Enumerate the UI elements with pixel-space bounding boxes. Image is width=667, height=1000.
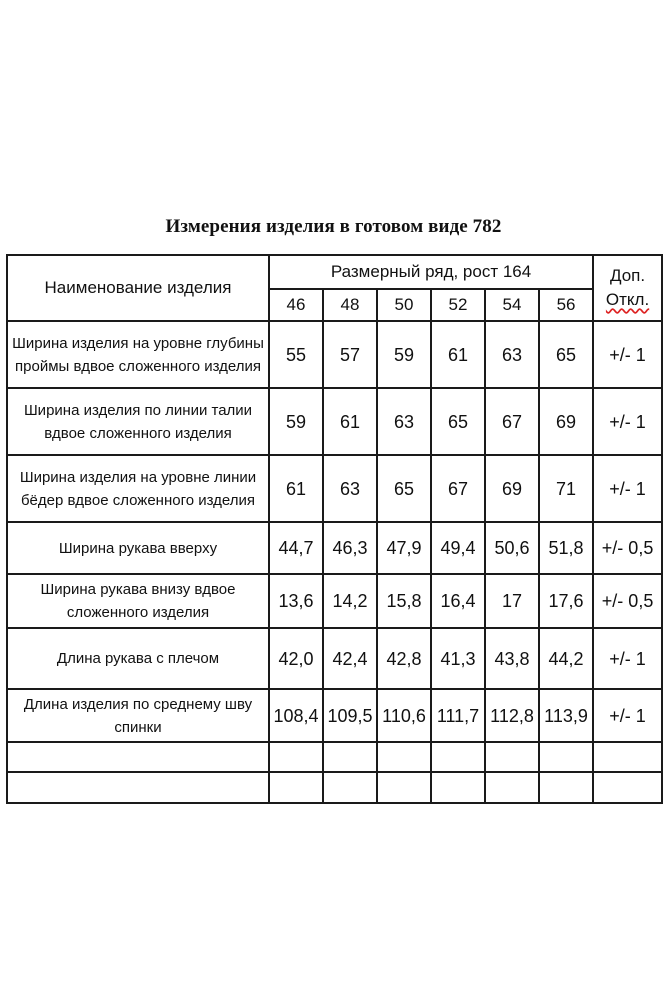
value-cell: 43,8 <box>485 628 539 689</box>
value-cell: 108,4 <box>269 689 323 742</box>
empty-cell <box>269 772 323 803</box>
value-cell: 69 <box>539 388 593 455</box>
value-cell: 47,9 <box>377 522 431 574</box>
tolerance-cell: +/- 0,5 <box>593 574 662 628</box>
row-name: Ширина рукава вверху <box>7 522 269 574</box>
value-cell: 15,8 <box>377 574 431 628</box>
empty-cell <box>593 742 662 772</box>
value-cell: 50,6 <box>485 522 539 574</box>
tolerance-cell: +/- 1 <box>593 689 662 742</box>
tolerance-cell: +/- 1 <box>593 628 662 689</box>
value-cell: 112,8 <box>485 689 539 742</box>
header-row-1 <box>7 255 662 289</box>
tolerance-header-abbr: Откл. <box>605 290 650 309</box>
row-name: Ширина рукава внизу вдвое сложенного изделия <box>7 574 269 628</box>
empty-cell <box>539 772 593 803</box>
measurements-table <box>6 254 663 804</box>
row-name: Длина изделия по среднему шву спинки <box>7 689 269 742</box>
value-cell: 61 <box>323 388 377 455</box>
page-title: Измерения изделия в готовом виде 782 <box>165 216 502 237</box>
empty-row <box>7 742 662 772</box>
empty-cell <box>431 742 485 772</box>
tolerance-cell: +/- 0,5 <box>593 522 662 574</box>
size-header: 56 <box>539 289 593 321</box>
value-cell: 42,8 <box>377 628 431 689</box>
value-cell: 59 <box>377 321 431 388</box>
value-cell: 41,3 <box>431 628 485 689</box>
value-cell: 67 <box>431 455 485 522</box>
value-cell: 17,6 <box>539 574 593 628</box>
empty-cell <box>7 742 269 772</box>
size-header: 52 <box>431 289 485 321</box>
value-cell: 109,5 <box>323 689 377 742</box>
table-row <box>7 388 662 455</box>
table-row <box>7 628 662 689</box>
value-cell: 44,7 <box>269 522 323 574</box>
value-cell: 65 <box>431 388 485 455</box>
value-cell: 16,4 <box>431 574 485 628</box>
value-cell: 111,7 <box>431 689 485 742</box>
value-cell: 42,0 <box>269 628 323 689</box>
tolerance-header-line2 <box>594 288 661 312</box>
value-cell: 113,9 <box>539 689 593 742</box>
row-name: Ширина изделия на уровне глубины проймы вдвое сложенного изделия <box>7 321 269 388</box>
value-cell: 46,3 <box>323 522 377 574</box>
value-cell: 59 <box>269 388 323 455</box>
empty-cell <box>377 742 431 772</box>
tolerance-cell: +/- 1 <box>593 388 662 455</box>
table-row <box>7 455 662 522</box>
size-header: 50 <box>377 289 431 321</box>
value-cell: 44,2 <box>539 628 593 689</box>
tolerance-header-line1: Доп. <box>610 266 646 285</box>
value-cell: 110,6 <box>377 689 431 742</box>
value-cell: 49,4 <box>431 522 485 574</box>
value-cell: 55 <box>269 321 323 388</box>
empty-cell <box>485 772 539 803</box>
value-cell: 61 <box>269 455 323 522</box>
value-cell: 42,4 <box>323 628 377 689</box>
name-header: Наименование изделия <box>7 255 269 321</box>
tolerance-header <box>593 255 662 321</box>
empty-cell <box>539 742 593 772</box>
value-cell: 63 <box>377 388 431 455</box>
size-header: 46 <box>269 289 323 321</box>
value-cell: 65 <box>377 455 431 522</box>
empty-cell <box>377 772 431 803</box>
value-cell: 51,8 <box>539 522 593 574</box>
tolerance-cell: +/- 1 <box>593 321 662 388</box>
size-range-header: Размерный ряд, рост 164 <box>269 255 593 289</box>
empty-row <box>7 772 662 803</box>
size-header: 48 <box>323 289 377 321</box>
empty-cell <box>323 772 377 803</box>
empty-cell <box>323 742 377 772</box>
row-name: Длина рукава с плечом <box>7 628 269 689</box>
value-cell: 69 <box>485 455 539 522</box>
value-cell: 57 <box>323 321 377 388</box>
value-cell: 61 <box>431 321 485 388</box>
value-cell: 67 <box>485 388 539 455</box>
size-header: 54 <box>485 289 539 321</box>
value-cell: 13,6 <box>269 574 323 628</box>
tolerance-cell: +/- 1 <box>593 455 662 522</box>
row-name: Ширина изделия на уровне линии бёдер вдвое сложенного изделия <box>7 455 269 522</box>
value-cell: 71 <box>539 455 593 522</box>
value-cell: 63 <box>485 321 539 388</box>
empty-cell <box>431 772 485 803</box>
empty-cell <box>485 742 539 772</box>
value-cell: 14,2 <box>323 574 377 628</box>
table-row <box>7 574 662 628</box>
row-name: Ширина изделия по линии талии вдвое сложенного изделия <box>7 388 269 455</box>
table-row <box>7 321 662 388</box>
table-row <box>7 689 662 742</box>
value-cell: 65 <box>539 321 593 388</box>
empty-cell <box>7 772 269 803</box>
empty-cell <box>269 742 323 772</box>
empty-cell <box>593 772 662 803</box>
value-cell: 63 <box>323 455 377 522</box>
table-row <box>7 522 662 574</box>
value-cell: 17 <box>485 574 539 628</box>
